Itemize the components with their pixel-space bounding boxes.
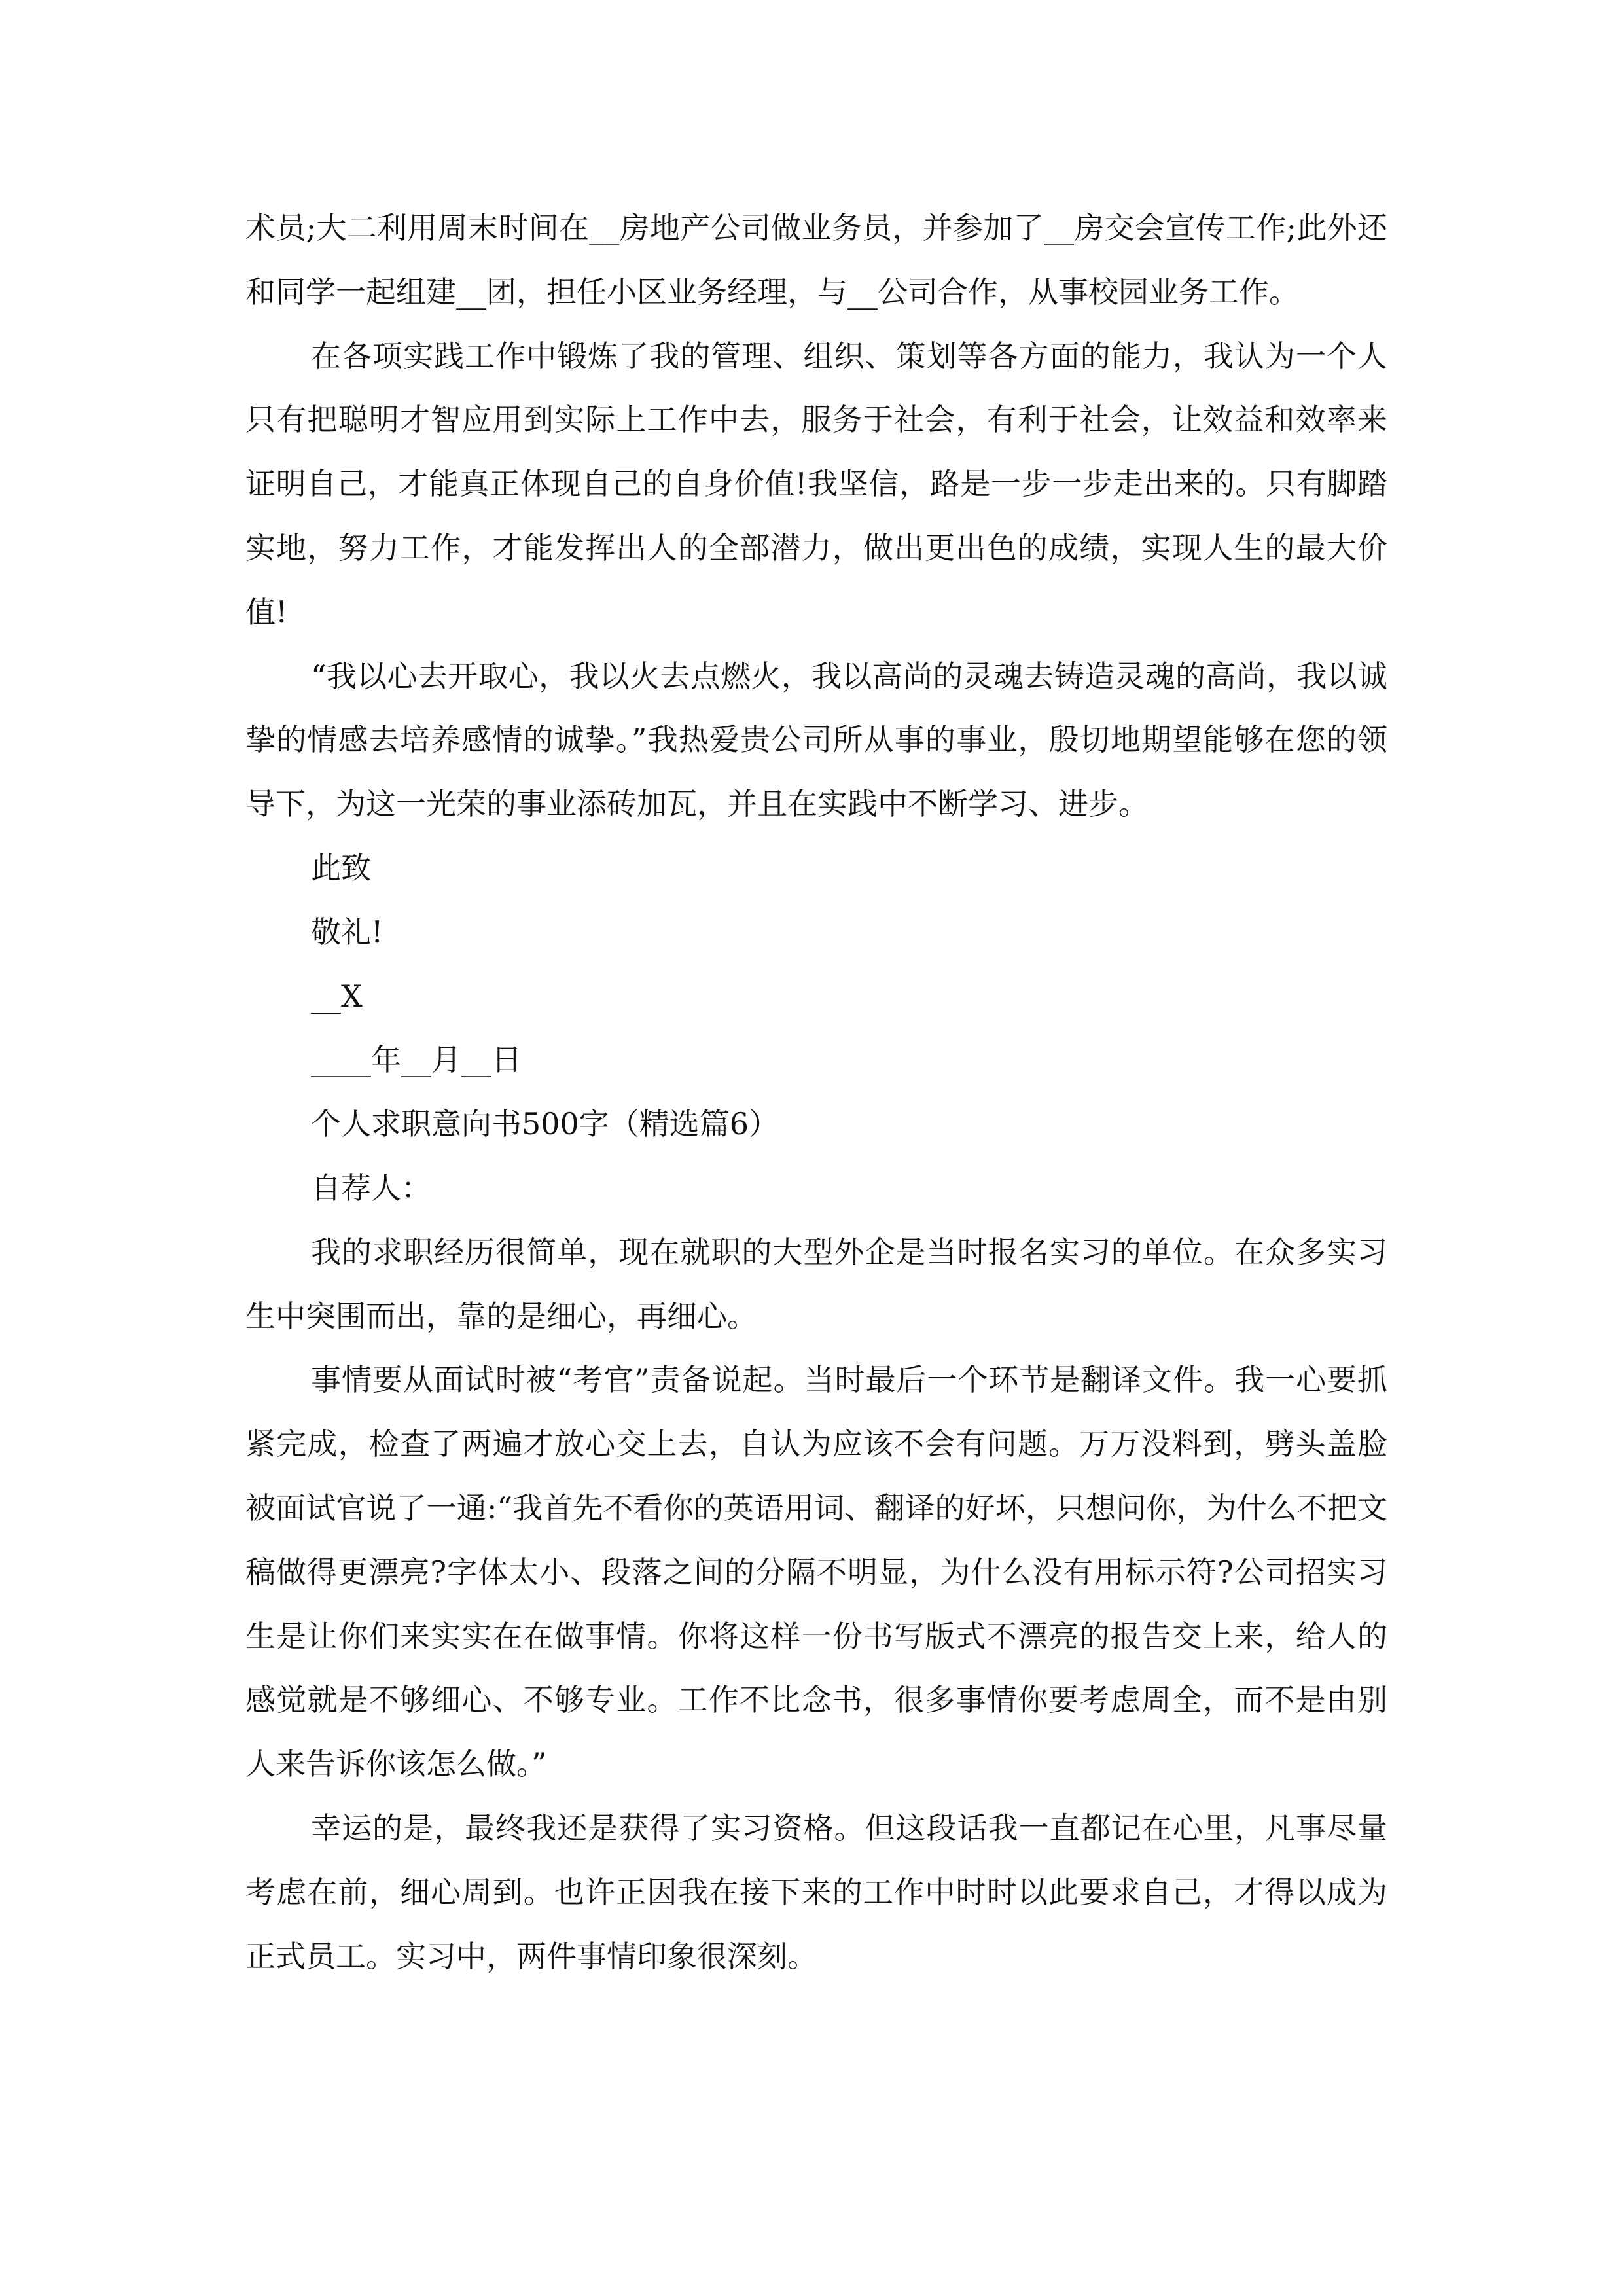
signature-date: ____年__月__日: [311, 1042, 522, 1078]
recommender-label: 自荐人：: [311, 1170, 431, 1206]
paragraph-aspiration: “我以心去开取心，我以火去点燃火，我以高尚的灵魂去铸造灵魂的高尚，我以诚挚的情感去培养感情的诚挚。”我热爱贵公司所从事的事业，殷切地期望能够在您的领导下，为这一光荣的事业添砖加瓦，并且在实践中不断学习、进步。: [245, 658, 1387, 822]
paragraph-interview-story: 事情要从面试时被“考官”责备说起。当时最后一个环节是翻译文件。我一心要抓紧完成，检查了两遍才放心交上去，自认为应该不会有问题。万万没料到，劈头盖脸被面试官说了一通:“我首先不看你的英语用词、翻译的好坏，只想问你，为什么不把文稿做得更漂亮?字体太小、段落之间的分隔不明显，为什么没有用标示符?公司招实习生是让你们来实实在在做事情。你将这样一份书写版式不漂亮的报告交上来，给人的感觉就是不够细心、不够专业。工作不比念书，很多事情你要考虑周全，而不是由别人来告诉你该怎么做。”: [245, 1362, 1387, 1782]
closing-regards: 敬礼!: [311, 914, 383, 950]
paragraph-practice-experience: 术员;大二利用周末时间在__房地产公司做业务员，并参加了__房交会宣传工作;此外还和同学一起组建__团，担任小区业务经理，与__公司合作，从事校园业务工作。: [245, 210, 1387, 310]
signature-name: __X: [311, 978, 363, 1014]
closing-salutation: 此致: [311, 850, 371, 886]
paragraph-abilities: 在各项实践工作中锻炼了我的管理、组织、策划等各方面的能力，我认为一个人只有把聪明才智应用到实际上工作中去，服务于社会，有利于社会，让效益和效率来证明自己，才能真正体现自己的自身价值!我坚信，路是一步一步走出来的。只有脚踏实地，努力工作，才能发挥出人的全部潜力，做出更出色的成绩，实现人生的最大价值!: [245, 338, 1387, 630]
document-body: [245, 196, 1387, 1988]
paragraph-job-experience: 我的求职经历很简单，现在就职的大型外企是当时报名实习的单位。在众多实习生中突围而出，靠的是细心，再细心。: [245, 1234, 1387, 1334]
section-title: 个人求职意向书500字（精选篇6）: [311, 1106, 779, 1142]
paragraph-outcome: 幸运的是，最终我还是获得了实习资格。但这段话我一直都记在心里，凡事尽量考虑在前，细心周到。也许正因我在接下来的工作中时时以此要求自己，才得以成为正式员工。实习中，两件事情印象很深刻。: [245, 1810, 1387, 1974]
